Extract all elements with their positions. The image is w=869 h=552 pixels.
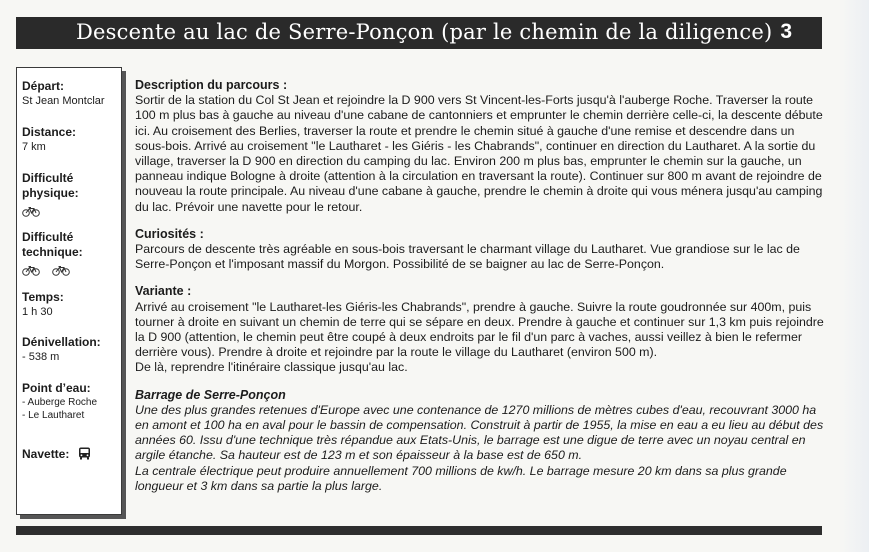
variante-section	[135, 284, 825, 375]
info-sidebar	[16, 67, 122, 515]
point-eau-block	[22, 381, 122, 422]
navette-block	[22, 445, 122, 463]
page-title: Descente au lac de Serre-Ponçon (par le chemin de la diligence)	[76, 20, 773, 44]
barrage-title: Barrage de Serre-Ponçon	[135, 387, 286, 402]
variante-body-2: De là, reprendre l'itinéraire classique jusqu'au lac.	[135, 360, 408, 375]
bottom-rule	[16, 526, 822, 535]
title-bar	[16, 17, 822, 49]
navette-label: Navette:	[22, 447, 70, 461]
curiosites-section	[135, 227, 825, 273]
curiosites-title: Curiosités :	[135, 226, 204, 241]
point-eau-item: - Auberge Roche	[22, 397, 98, 408]
variante-title: Variante :	[135, 284, 192, 299]
difficulte-physique-label: Difficulté physique:	[22, 171, 79, 200]
temps-label: Temps:	[22, 290, 64, 304]
temps-value: 1 h 30	[22, 306, 53, 318]
bicycle-icon	[22, 206, 40, 217]
difficulte-technique-label: Difficulté technique:	[22, 230, 83, 259]
denivellation-value: - 538 m	[22, 351, 60, 363]
page-number: 3	[780, 20, 792, 43]
denivellation-block	[22, 335, 122, 365]
difficulte-physique-rating	[22, 203, 102, 221]
depart-label: Départ:	[22, 79, 65, 93]
point-eau-item: - Le Lautharet	[22, 410, 85, 421]
depart-block	[22, 79, 122, 109]
distance-value: 7 km	[22, 141, 46, 153]
depart-value: St Jean Montclar	[22, 95, 105, 107]
bicycle-icon	[52, 265, 70, 276]
curiosites-body: Parcours de descente très agréable en sous-bois traversant le charmant village du Lautharet. Vue grandiose sur le lac de Serre-Ponçon et l'imposant massif du Morgon. Possibilité de se baigner au lac de Serre-Ponçon.	[135, 242, 800, 272]
barrage-section	[135, 388, 825, 494]
barrage-body: Une des plus grandes retenues d'Europe avec une contenance de 1270 millions de mètres cubes d'eau, recouvrant 3000 ha en amont et 100 ha en aval pour le bassin de compensation. Construit à partir de 1955, la mise en eau a eu lieu au début des années 60. Issu d'une technique très répandue aux Etats-Unis, le barrage est une digue de terre avec un noyau central en argile étanche. Sa hauteur est de 123 m et son épaisseur à la base est de 650 m.	[135, 402, 824, 463]
description-section	[135, 78, 825, 215]
page-edge	[839, 0, 869, 552]
barrage-body-2: La centrale électrique peut produire annuellement 700 millions de kw/h. Le barrage mesure 20 km dans sa plus grande longueur et 3 km dans sa partie la plus large.	[135, 463, 787, 493]
difficulte-technique-rating	[22, 262, 102, 280]
description-title: Description du parcours :	[135, 78, 288, 92]
distance-block	[22, 125, 122, 155]
distance-label: Distance:	[22, 125, 77, 139]
denivellation-label: Dénivellation:	[22, 335, 101, 349]
difficulte-technique-block	[22, 230, 102, 280]
main-content	[135, 78, 825, 506]
variante-body: Arrivé au croisement "le Lautharet-les Giéris-les Chabrands", prendre à gauche. Suivre la route goudronnée sur 400m, puis tourner à droite en suivant un chemin de terre qui se sépare en deux. Prendre à gauche et continuer sur 1,3 km puis rejoindre la D 900 (attention, le chemin peut être coupé à deux endroits par le fil d'un parc à vaches, aussi veillez à bien le refermer derrière vous). Prendre à droite et rejoindre par la route le village du Lautharet (environ 500 m).	[135, 299, 824, 360]
bicycle-icon	[22, 265, 40, 276]
difficulte-physique-block	[22, 171, 102, 221]
temps-block	[22, 290, 122, 320]
point-eau-label: Point d’eau:	[22, 381, 91, 395]
bus-icon	[78, 447, 91, 460]
description-body: Sortir de la station du Col St Jean et rejoindre la D 900 vers St Vincent-les-Forts jusqu'à l'auberge Roche. Traverser la route 100 m plus bas à gauche au niveau d'une cabane de cantonniers et emprunter le chemin derrière celle-ci, la descente débute ici. Au croisement des Berlies, traverser la route et prendre le chemin situé à gauche d'une remise et descendre dans un sous-bois. Arrivé au croisement "le Lautharet - les Giéris - les Chabrands", continuer en direction du Lautharet. A la sortie du village, traverser la D 900 en direction du camping du lac. Environ 200 m plus bas, emprunter le chemin sur la gauche, un panneau indique Bologne à droite (attention à la circulation en traversant la route). Continuer sur 800 m avant de rejoindre de nouveau la route principale. Au niveau d'une cabane à gauche, prendre le chemin à droite qui vous ménera jusqu'au camping du lac. Prévoir une navette pour le retour.	[135, 93, 823, 214]
